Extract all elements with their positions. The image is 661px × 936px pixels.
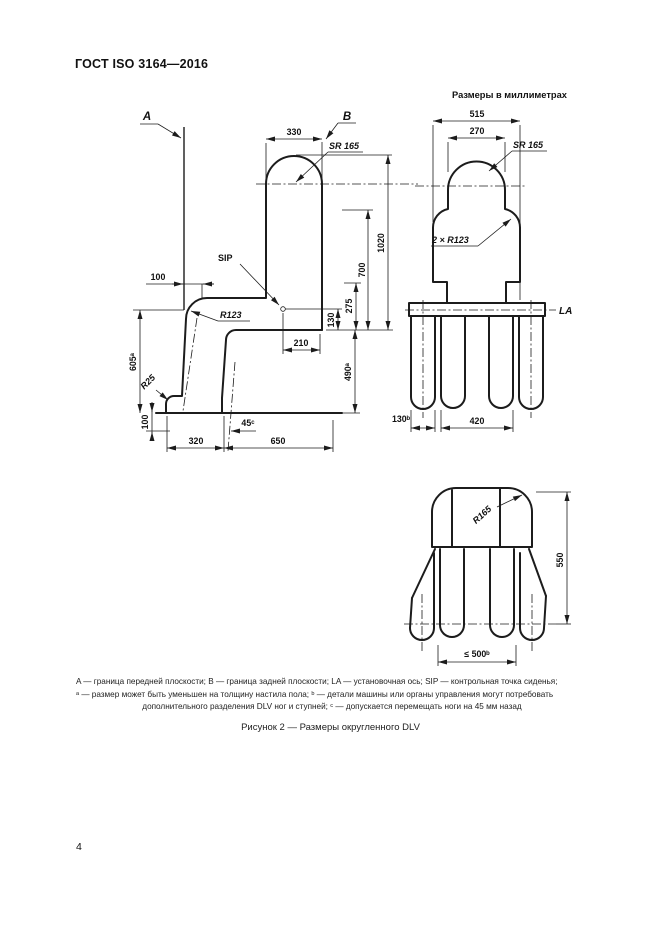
rear-view-drawing bbox=[404, 488, 571, 666]
dim-700-label: 700 bbox=[357, 262, 367, 278]
plane-b-label: B bbox=[342, 111, 352, 123]
plane-a-label: A bbox=[142, 111, 152, 123]
dim-490-label: 490ᵃ bbox=[343, 363, 353, 381]
side-view-centerlines bbox=[183, 184, 418, 451]
units-note: Размеры в миллиметрах bbox=[452, 90, 567, 100]
head-radius-label: SR 165 bbox=[329, 141, 360, 151]
dim-130b-label: 130ᵇ bbox=[391, 414, 411, 424]
dim-550-label: 550 bbox=[555, 552, 565, 568]
rear-view-dimension-lines bbox=[438, 492, 571, 666]
dim-420-label: 420 bbox=[469, 416, 485, 426]
dim-515-label: 515 bbox=[469, 109, 485, 119]
side-view-dimension-lines bbox=[133, 123, 393, 452]
dim-320-label: 320 bbox=[188, 436, 204, 446]
dim-100-top-label: 100 bbox=[150, 272, 166, 282]
footnote-line-1: A — граница передней плоскости; B — граница задней плоскости; LA — установочная ось; SIP — контрольная точка сиденья; bbox=[76, 677, 558, 686]
front-view-drawing bbox=[392, 109, 572, 432]
dim-275-label: 275 bbox=[344, 298, 354, 314]
page-number: 4 bbox=[76, 841, 82, 853]
rear-view-centerlines bbox=[404, 594, 556, 652]
dim-100-bottom-label: 100 bbox=[140, 414, 150, 430]
dim-210-label: 210 bbox=[293, 338, 309, 348]
dim-330-label: 330 bbox=[286, 127, 302, 137]
dim-1020-label: 1020 bbox=[376, 233, 386, 253]
shoulder-radius-label: 2 × R123 bbox=[432, 235, 469, 245]
figure-caption: Рисунок 2 — Размеры округленного DLV bbox=[241, 722, 420, 733]
dim-650-label: 650 bbox=[270, 436, 286, 446]
figure-footnotes bbox=[76, 676, 588, 714]
side-view-drawing bbox=[128, 111, 418, 452]
la-axis-label: LA bbox=[559, 306, 573, 317]
knee-radius-label: R123 bbox=[220, 310, 242, 320]
dim-500-label: ≤ 500ᵇ bbox=[464, 649, 490, 659]
corner-radius-label: R165 bbox=[470, 503, 494, 526]
page-header: ГОСТ ISO 3164—2016 bbox=[75, 57, 209, 71]
footnote-line-2: ᵃ — размер может быть уменьшен на толщину настила пола; ᵇ — детали машины или органы управления могут потребовать bbox=[76, 689, 554, 699]
sip-label: SIP bbox=[218, 253, 233, 263]
front-view-dimension-lines bbox=[411, 121, 547, 432]
toe-radius-label: R25 bbox=[138, 372, 158, 392]
dim-130-label: 130 bbox=[326, 312, 336, 328]
dim-45-label: 45ᶜ bbox=[241, 418, 255, 428]
front-view-body-outline bbox=[409, 162, 545, 410]
front-head-radius-label: SR 165 bbox=[513, 140, 544, 150]
dim-270-label: 270 bbox=[469, 126, 485, 136]
footnote-line-3: дополнительного разделения DLV ног и ступней; ᶜ — допускается перемещать ноги на 45 мм назад bbox=[142, 702, 522, 711]
dim-605-label: 605ᵃ bbox=[128, 353, 138, 371]
